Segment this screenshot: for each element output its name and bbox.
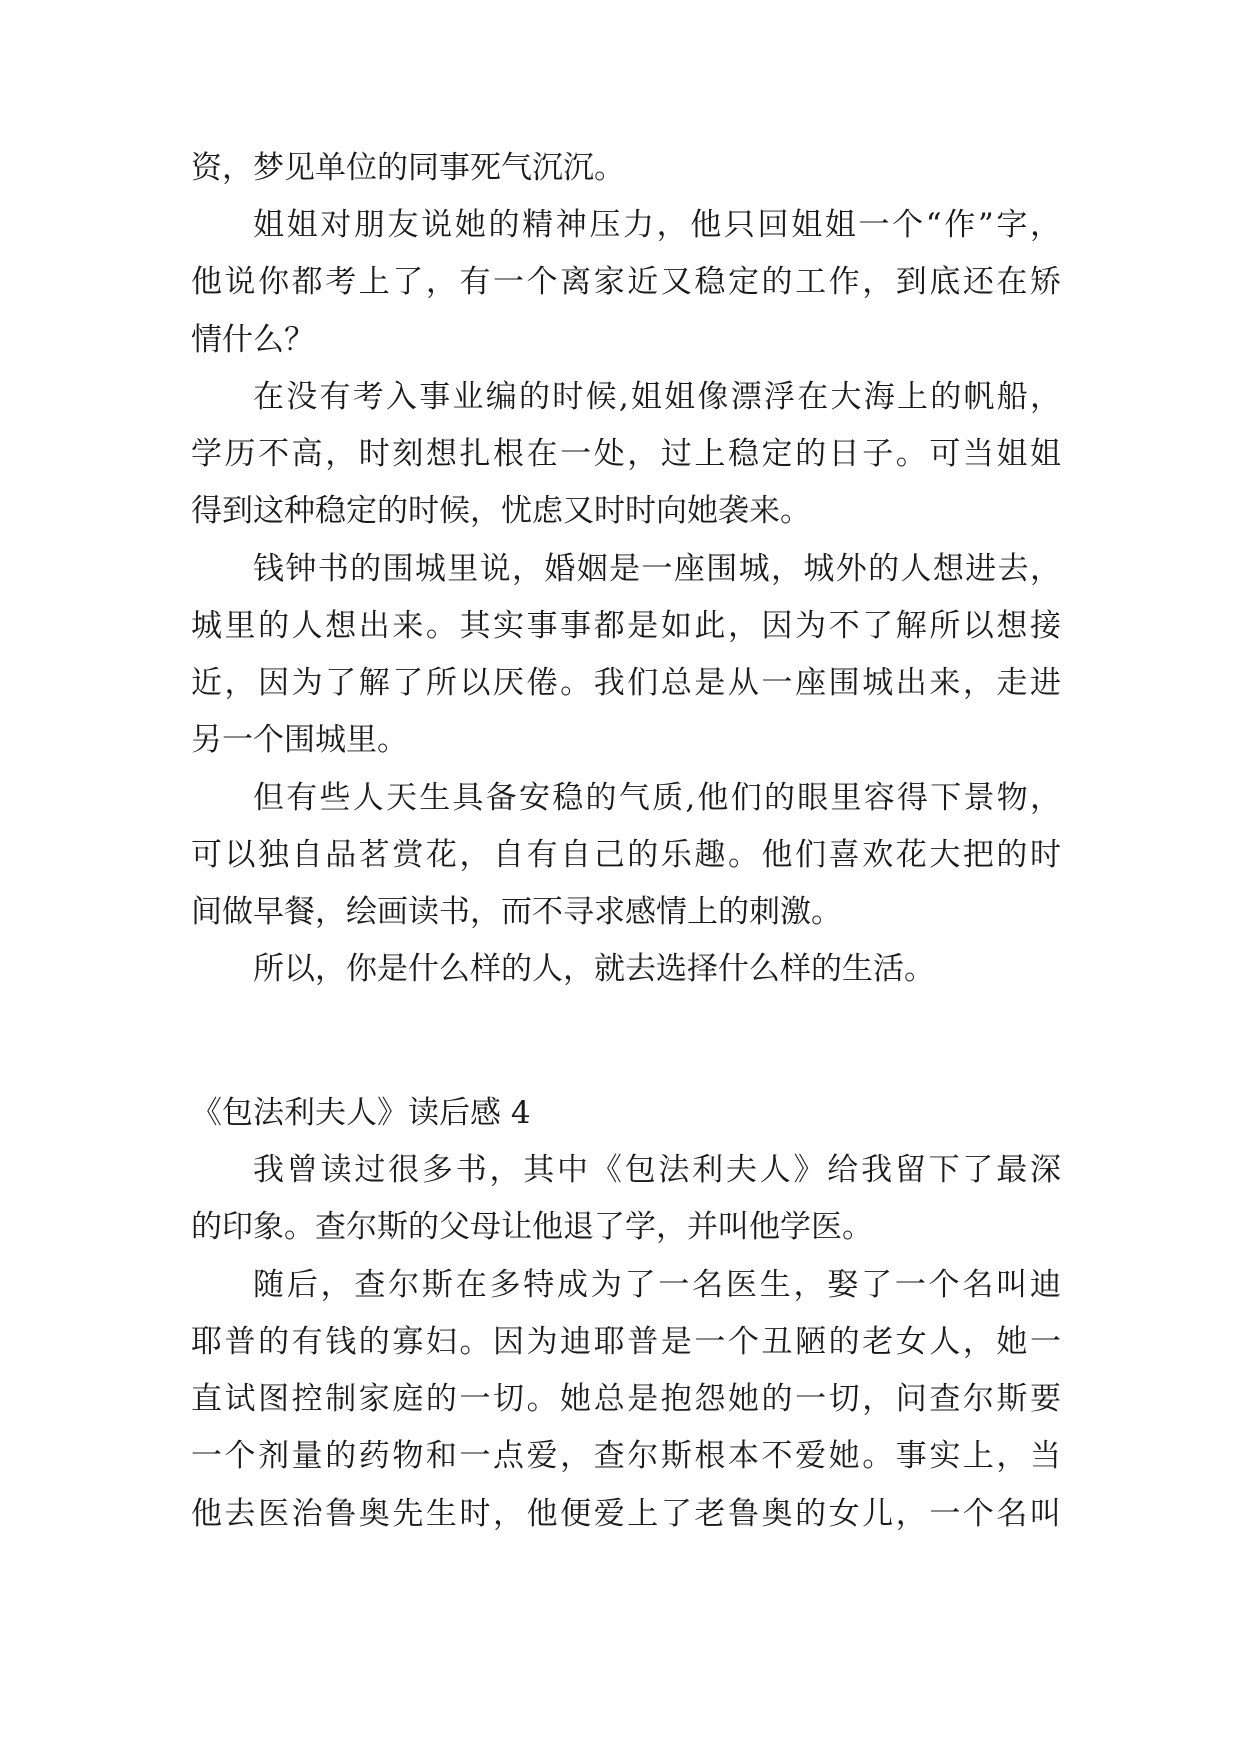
paragraph-line: 耶普的有钱的寡妇。因为迪耶普是一个丑陋的老女人，她一 xyxy=(191,1324,1061,1360)
section-heading: 《包法利夫人》读后感 4 xyxy=(191,1095,531,1131)
paragraph-line: 随后，查尔斯在多特成为了一名医生，娶了一个名叫迪 xyxy=(253,1267,1061,1303)
paragraph-line: 城里的人想出来。其实事事都是如此，因为不了解所以想接 xyxy=(191,608,1061,644)
paragraph-line: 情什么？ xyxy=(191,322,315,358)
paragraph-line: 他去医治鲁奥先生时，他便爱上了老鲁奥的女儿，一个名叫 xyxy=(191,1496,1061,1532)
paragraph-line: 另一个围城里。 xyxy=(191,722,408,758)
paragraph-line: 所以，你是什么样的人，就去选择什么样的生活。 xyxy=(253,951,935,987)
paragraph-line: 我曾读过很多书，其中《包法利夫人》给我留下了最深 xyxy=(253,1152,1061,1188)
paragraph-line: 在没有考入事业编的时候,姐姐像漂浮在大海上的帆船， xyxy=(253,379,1061,415)
paragraph-line: 近，因为了解了所以厌倦。我们总是从一座围城出来，走进 xyxy=(191,665,1061,701)
paragraph-line: 得到这种稳定的时候，忧虑又时时向她袭来。 xyxy=(191,493,811,529)
paragraph-line: 资，梦见单位的同事死气沉沉。 xyxy=(191,150,625,186)
paragraph-line: 直试图控制家庭的一切。她总是抱怨她的一切，问查尔斯要 xyxy=(191,1381,1061,1417)
paragraph-line: 姐姐对朋友说她的精神压力，他只回姐姐一个“作”字， xyxy=(253,207,1061,243)
paragraph-line: 可以独自品茗赏花，自有自己的乐趣。他们喜欢花大把的时 xyxy=(191,837,1061,873)
paragraph-line: 间做早餐，绘画读书，而不寻求感情上的刺激。 xyxy=(191,894,842,930)
paragraph-line: 但有些人天生具备安稳的气质,他们的眼里容得下景物， xyxy=(253,780,1061,816)
paragraph-line: 他说你都考上了，有一个离家近又稳定的工作，到底还在矫 xyxy=(191,264,1061,300)
paragraph-line: 一个剂量的药物和一点爱，查尔斯根本不爱她。事实上，当 xyxy=(191,1438,1061,1474)
paragraph-line: 学历不高，时刻想扎根在一处，过上稳定的日子。可当姐姐 xyxy=(191,436,1061,472)
paragraph-line: 钱钟书的围城里说，婚姻是一座围城，城外的人想进去， xyxy=(253,551,1061,587)
paragraph-line: 的印象。查尔斯的父母让他退了学，并叫他学医。 xyxy=(191,1209,873,1245)
